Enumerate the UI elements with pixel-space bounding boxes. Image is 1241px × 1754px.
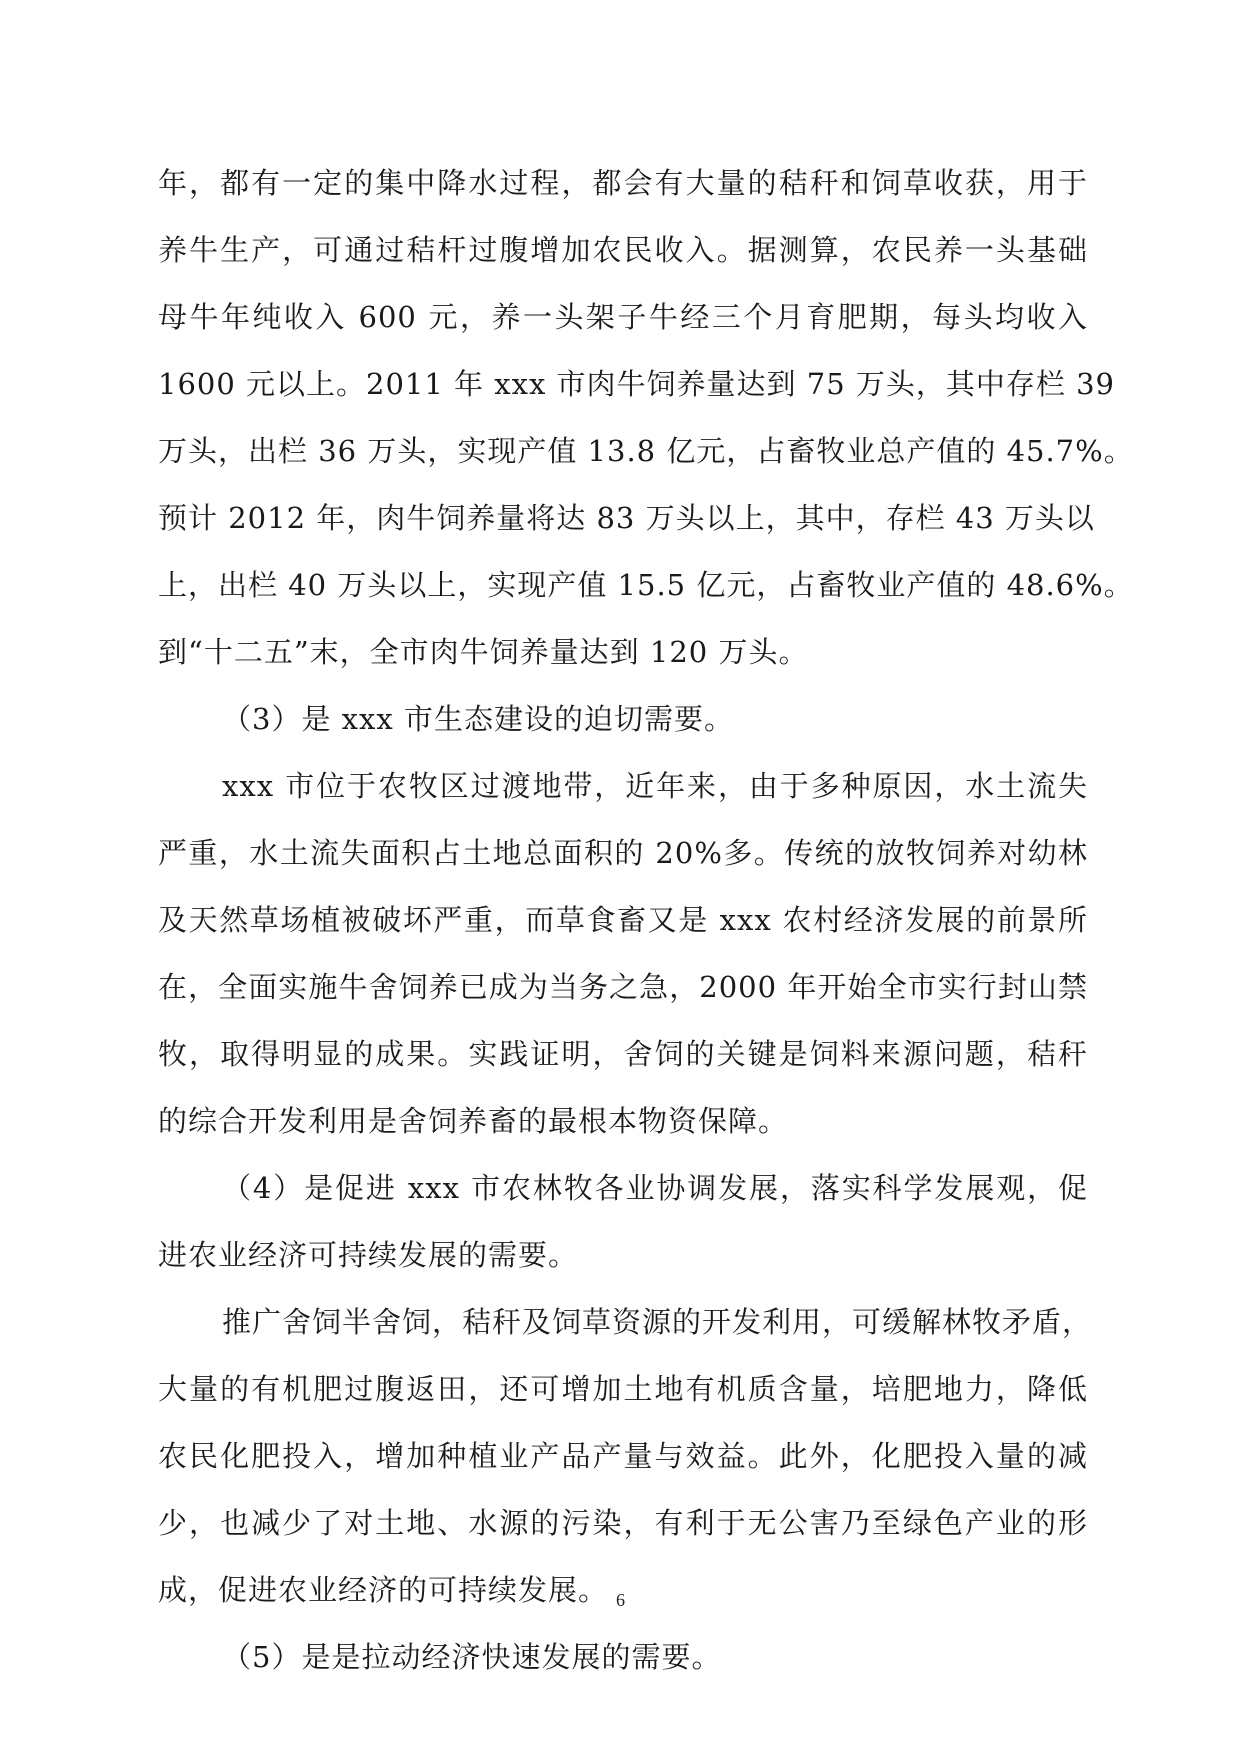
section-heading: （3）是 xxx 市生态建设的迫切需要。 [222,702,734,736]
text-line: 到“十二五”末，全市肉牛饲养量达到 120 万头。 [158,635,809,669]
body-text [158,150,1134,1691]
text-line: 严重，水土流失面积占土地总面积的 20%多。传统的放牧饲养对幼林 [158,836,1088,870]
text-line: 年，都有一定的集中降水过程，都会有大量的秸秆和饲草收获，用于 [158,166,1088,200]
page-number: 6 [616,1590,625,1610]
section-heading: （5）是是拉动经济快速发展的需要。 [222,1640,722,1674]
text-line: 牧，取得明显的成果。实践证明，舍饲的关键是饲料来源问题，秸秆 [158,1037,1088,1071]
text-line: 农民化肥投入，增加种植业产品产量与效益。此外，化肥投入量的减 [158,1439,1088,1473]
text-line: 成，促进农业经济的可持续发展。 [158,1573,609,1607]
section-heading: （4）是促进 xxx 市农林牧各业协调发展，落实科学发展观，促 [222,1171,1088,1205]
text-line: 预计 2012 年，肉牛饲养量将达 83 万头以上，其中，存栏 43 万头以 [158,501,1095,535]
section-heading: 进农业经济可持续发展的需要。 [158,1238,579,1272]
text-line: 推广舍饲半舍饲，秸秆及饲草资源的开发利用，可缓解林牧矛盾， [222,1305,1093,1339]
text-line: 万头，出栏 36 万头，实现产值 13.8 亿元，占畜牧业总产值的 45.7%。 [158,434,1134,468]
text-line: 母牛年纯收入 600 元，养一头架子牛经三个月育肥期，每头均收入 [158,300,1088,334]
text-line: 养牛生产，可通过秸杆过腹增加农民收入。据测算，农民养一头基础 [158,233,1088,267]
text-line: 大量的有机肥过腹返田，还可增加土地有机质含量，培肥地力，降低 [158,1372,1088,1406]
text-line: 少，也减少了对土地、水源的污染，有利于无公害乃至绿色产业的形 [158,1506,1088,1540]
text-line: 在，全面实施牛舍饲养已成为当务之急，2000 年开始全市实行封山禁 [158,970,1088,1004]
text-line: 上，出栏 40 万头以上，实现产值 15.5 亿元，占畜牧业产值的 48.6%。 [158,568,1134,602]
text-line: 1600 元以上。2011 年 xxx 市肉牛饲养量达到 75 万头，其中存栏 39 [158,367,1116,401]
text-line: xxx 市位于农牧区过渡地带，近年来，由于多种原因，水土流失 [222,769,1088,803]
text-line: 及天然草场植被破坏严重，而草食畜又是 xxx 农村经济发展的前景所 [158,903,1088,937]
text-line: 的综合开发利用是舍饲养畜的最根本物资保障。 [158,1104,789,1138]
